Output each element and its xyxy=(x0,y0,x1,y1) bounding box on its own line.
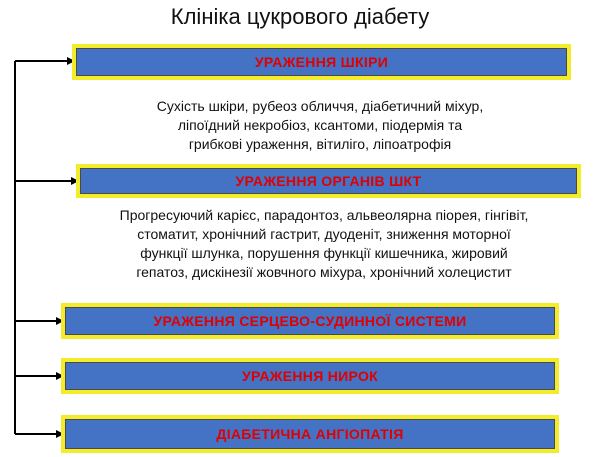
description-line: функції шлунка, порушення функції кишечника, жировий xyxy=(140,245,508,261)
description-line: грибкові ураження, вітиліго, ліпоатрофія xyxy=(188,136,452,152)
diagram-title: Клініка цукрового діабету xyxy=(170,4,430,29)
description-line: Прогресуючий карієс, парадонтоз, альвеолярна піорея, гінгівіт, xyxy=(119,207,529,223)
box-cardiovascular-lesions-label: УРАЖЕННЯ СЕРЦЕВО-СУДИННОЇ СИСТЕМИ xyxy=(65,307,555,335)
description-line: Сухість шкіри, рубеоз обличчя, діабетичний міхур, xyxy=(156,98,484,114)
box-skin-lesions xyxy=(72,44,571,80)
box-diabetic-angiopathy xyxy=(61,415,559,453)
description-line: гепатоз, дискінезії жовчного міхура, хронічний холецистит xyxy=(136,264,512,280)
box-diabetic-angiopathy-label: ДІАБЕТИЧНА АНГІОПАТІЯ xyxy=(65,419,555,449)
description-skin-lesions xyxy=(60,97,580,154)
box-gi-lesions-label: УРАЖЕННЯ ОРГАНІВ ШКТ xyxy=(80,168,577,194)
box-kidney-lesions xyxy=(61,358,559,394)
description-line: стоматит, хронічний гастрит, дуоденіт, зниження моторної xyxy=(137,226,511,242)
box-kidney-lesions-label: УРАЖЕННЯ НИРОК xyxy=(65,362,555,390)
description-line: ліпоїдний некробіоз, ксантоми, піодермія та xyxy=(177,117,463,133)
box-skin-lesions-label: УРАЖЕННЯ ШКІРИ xyxy=(76,48,567,76)
description-gi-lesions xyxy=(44,206,600,282)
box-gi-lesions xyxy=(76,164,581,198)
box-cardiovascular-lesions xyxy=(61,303,559,339)
